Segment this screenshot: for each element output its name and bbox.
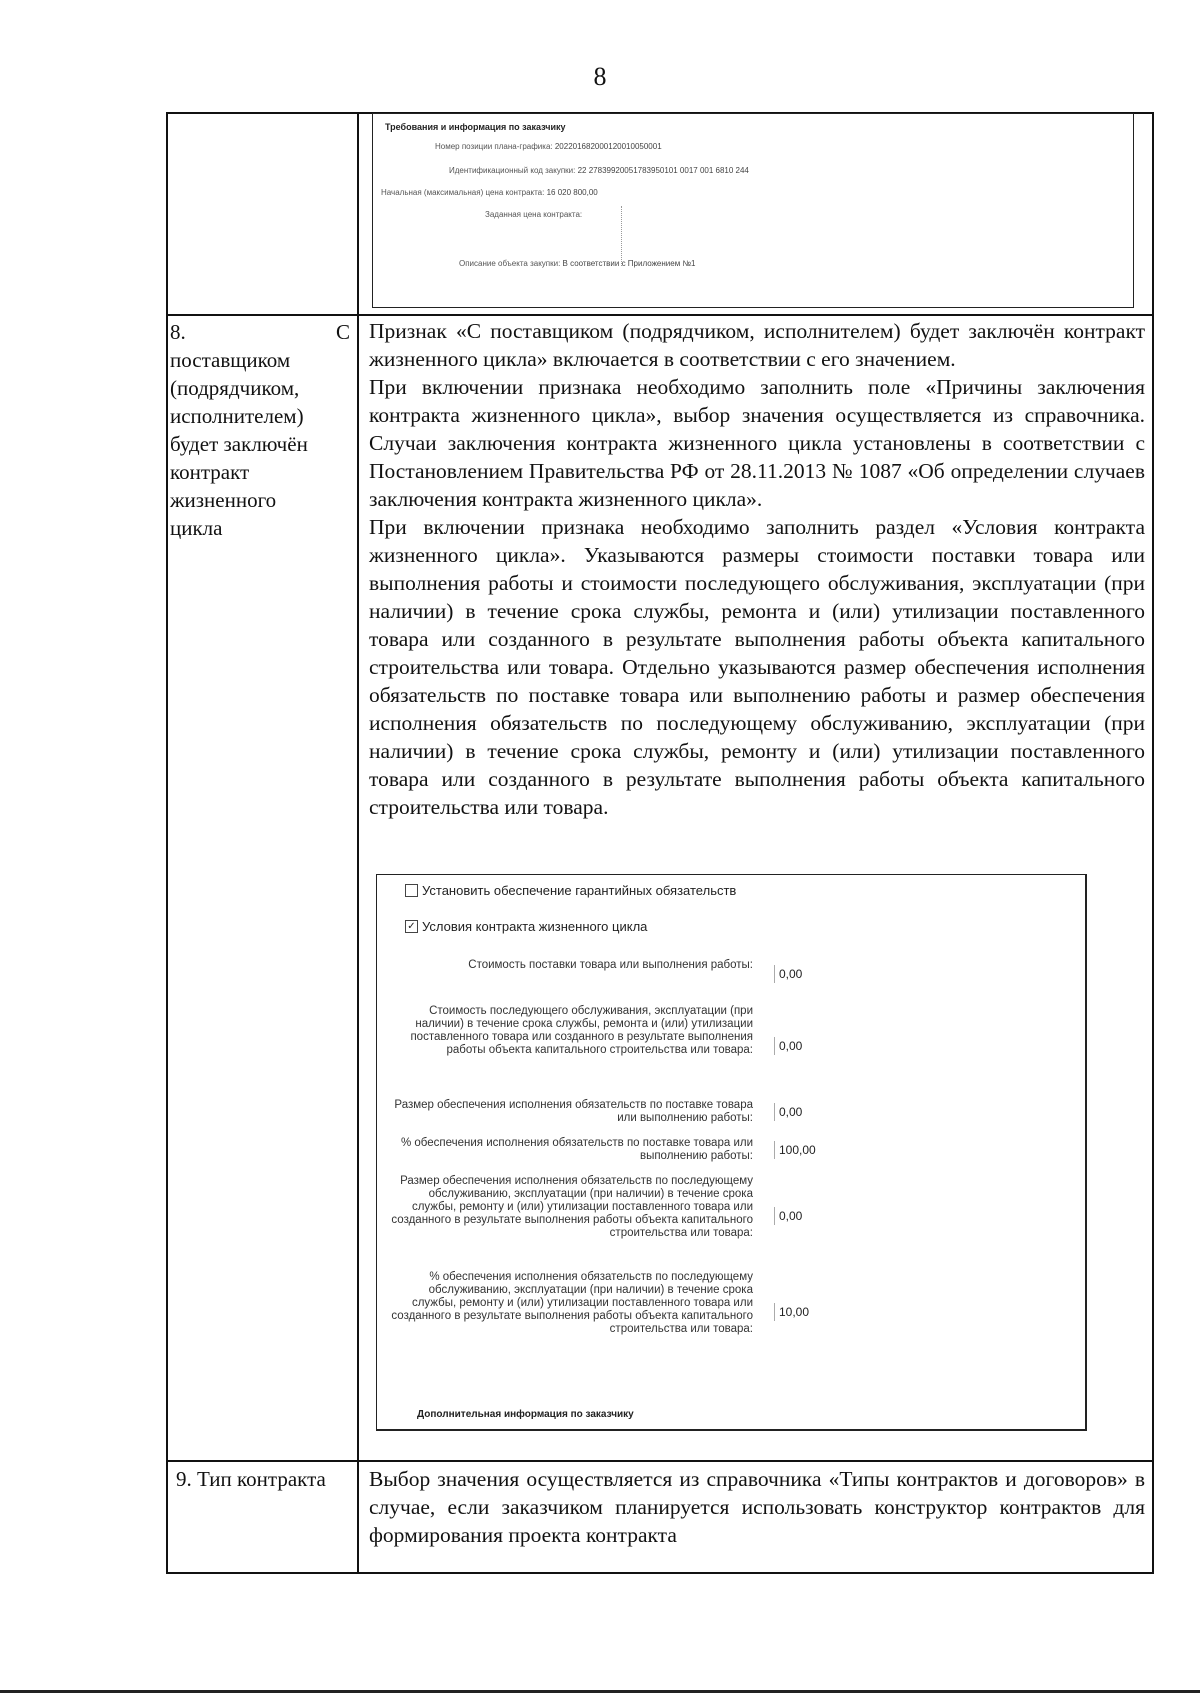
field-value: 16 020 800,00 <box>546 188 598 197</box>
screenshot-customer-info <box>372 113 1134 308</box>
form-field-label: Размер обеспечения исполнения обязательств по поставке товара или выполнению работы: <box>394 1099 753 1124</box>
row8-label-first: С <box>335 320 350 344</box>
row8-label-line: (подрядчиком, <box>170 376 300 400</box>
row9-label-cell <box>176 1465 356 1493</box>
row8-paragraph: Признак «С поставщиком (подрядчиком, исполнителем) будет заключён контракт жизненного цикла» включается в соответствии с его значением. <box>369 319 1145 371</box>
form-footer-section-title: Дополнительная информация по заказчику <box>417 1409 634 1420</box>
row8-label-line: жизненного <box>170 488 277 512</box>
row8-label-line: будет заключён <box>170 432 308 456</box>
field-value: 22 27839920051783950101 0017 001 6810 244 <box>577 166 749 175</box>
row8-paragraph: При включении признака необходимо заполнить раздел «Условия контракта жизненного цикла». Указываются размеры стоимости поставки товара или выполнения работы и стоимости последующего обслуживания, эксплуатации (при наличии) в течение срока службы, ремонта и (или) утилизации поставленного товара или созданного в результате выполнения работы объекта капитального строительства или товара. Отдельно указываются размер обеспечения исполнения обязательств по поставке товара или выполнению работы и размер обеспечения исполнения обязательств по последующему обслуживанию, эксплуатации (при наличии) в течение срока службы, ремонту и (или) утилизации поставленного товара или созданного в результате выполнения работы объекта капитального строительства или товара. <box>369 515 1145 819</box>
row8-heading <box>170 318 350 346</box>
table-left-border <box>166 112 168 1574</box>
row-divider-9 <box>166 1460 1154 1462</box>
field-label: Идентификационный код закупки: <box>449 166 576 175</box>
checkbox-unchecked[interactable] <box>405 884 418 897</box>
field-label: Заданная цена контракта: <box>485 210 583 219</box>
row8-label-cell <box>170 318 350 542</box>
form-field-label: Стоимость поставки товара или выполнения работы: <box>468 959 753 971</box>
lifecycle-checkbox-row[interactable] <box>405 919 647 934</box>
supply-cost-input[interactable]: 0,00 <box>774 965 839 983</box>
supply-security-input[interactable]: 0,00 <box>774 1103 839 1121</box>
text-area-edge <box>621 206 622 266</box>
row8-label-line: контракт <box>170 460 250 484</box>
row8-label-line: поставщиком <box>170 348 291 372</box>
row8-label-line: цикла <box>170 516 223 540</box>
max-price-row <box>381 188 598 197</box>
checkbox-label: Условия контракта жизненного цикла <box>422 919 648 934</box>
row9-description <box>369 1465 1145 1549</box>
row9-label: 9. Тип контракта <box>176 1467 326 1491</box>
plan-position-row <box>435 142 662 151</box>
supply-security-percent-input[interactable]: 100,00 <box>774 1141 839 1159</box>
set-price-row <box>485 210 582 219</box>
object-description-row <box>459 259 695 268</box>
purchase-code-row <box>449 166 749 175</box>
form-field-label: Размер обеспечения исполнения обязательств по последующему обслуживанию, эксплуатации (при наличии) в течение срока службы, ремонту и (или) утилизации поставленного товара или созданного в результате выполнения работы объекта капитального строительства или товара: <box>391 1175 753 1239</box>
screenshot-title: Требования и информация по заказчику <box>385 122 566 132</box>
field-label: Номер позиции плана-графика: <box>435 142 553 151</box>
screenshot-lifecycle-form <box>376 874 1087 1431</box>
form-field-label: Стоимость последующего обслуживания, эксплуатации (при наличии) в течение срока службы, ремонта и (или) утилизации поставленного товара или созданного в результате выполнения работы объекта капитального строительства или товара: <box>410 1005 753 1056</box>
row8-description <box>369 317 1145 821</box>
table-column-divider <box>357 112 359 1574</box>
page-number: 8 <box>593 62 607 91</box>
service-cost-input[interactable]: 0,00 <box>774 1037 839 1055</box>
table-right-border <box>1152 112 1154 1574</box>
checkbox-label: Установить обеспечение гарантийных обязательств <box>422 883 737 898</box>
checkbox-checked[interactable]: ✓ <box>405 920 418 933</box>
field-label: Начальная (максимальная) цена контракта: <box>381 188 545 197</box>
field-value: 202201682000120010050001 <box>554 142 662 151</box>
table-bottom-rule <box>166 1572 1154 1574</box>
row-divider-8 <box>166 314 1154 316</box>
guarantee-checkbox-row[interactable] <box>405 883 736 898</box>
row9-paragraph: Выбор значения осуществляется из справочника «Типы контрактов и договоров» в случае, если заказчиком планируется использовать конструктор контрактов для формирования проекта контракта <box>369 1467 1145 1547</box>
row8-paragraph: При включении признака необходимо заполнить поле «Причины заключения контракта жизненного цикла», выбор значения осуществляется из справочника. Случаи заключения контракта жизненного цикла установлены в соответствии с Постановлением Правительства РФ от 28.11.2013 № 1087 «Об определении случаев заключения контракта жизненного цикла». <box>369 375 1145 511</box>
service-security-input[interactable]: 0,00 <box>774 1207 839 1225</box>
field-label: Описание объекта закупки: <box>459 259 561 268</box>
service-security-percent-input[interactable]: 10,00 <box>774 1303 839 1321</box>
page-bottom-edge <box>0 1690 1200 1693</box>
field-value: В соответствии с Приложением №1 <box>562 259 696 268</box>
row8-label-line: исполнителем) <box>170 404 304 428</box>
form-field-label: % обеспечения исполнения обязательств по последующему обслуживанию, эксплуатации (при наличии) в течение срока службы, ремонту и (или) утилизации поставленного товара или созданного в результате выполнения работы объекта капитального строительства или товара: <box>391 1271 753 1335</box>
form-field-label: % обеспечения исполнения обязательств по поставке товара или выполнению работы: <box>400 1137 753 1162</box>
row8-number: 8. <box>170 320 186 344</box>
